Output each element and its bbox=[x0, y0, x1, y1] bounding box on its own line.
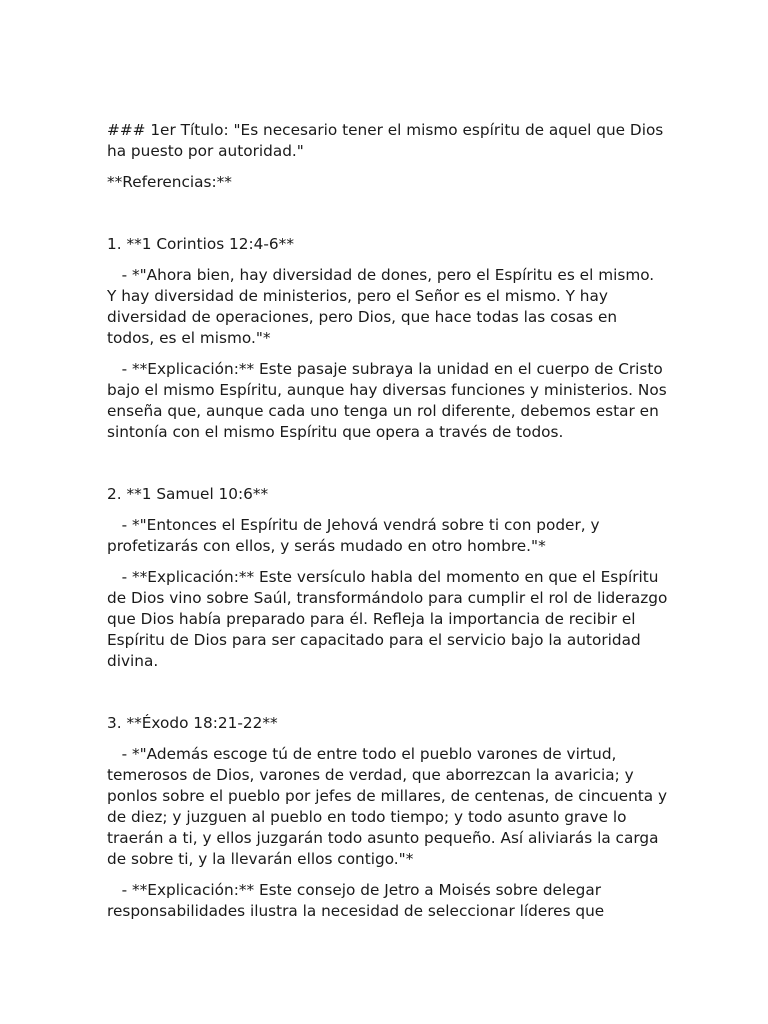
reference-explanation: - **Explicación:** Este versículo habla del momento en que el Espíritu de Dios vino sobre Saúl, transformándolo para cumplir el rol de liderazgo que Dios había preparado para él. Refleja la importancia de recibir el Espíritu de Dios para ser capacitado para el servicio bajo la autoridad divina. bbox=[107, 568, 673, 670]
spacer bbox=[107, 682, 668, 713]
document-title: ### 1er Título: "Es necesario tener el mismo espíritu de aquel que Dios ha puesto por autoridad." bbox=[107, 121, 669, 160]
reference-quote: - *"Entonces el Espíritu de Jehová vendrá sobre ti con poder, y profetizarás con ellos, y serás mudado en otro hombre."* bbox=[107, 516, 605, 555]
reference-quote: - *"Ahora bien, hay diversidad de dones, pero el Espíritu es el mismo. Y hay diversidad de ministerios, pero el Señor es el mismo. Y hay diversidad de operaciones, pero Dios, que hace todas las cosas en todos, es el mismo."* bbox=[107, 266, 660, 347]
spacer bbox=[107, 203, 668, 234]
reference-explanation: - **Explicación:** Este consejo de Jetro a Moisés sobre delegar responsabilidades ilustra la necesidad de seleccionar líderes que bbox=[107, 881, 606, 920]
spacer bbox=[107, 453, 668, 484]
references-label: **Referencias:** bbox=[107, 173, 232, 191]
reference-item bbox=[107, 484, 673, 672]
reference-heading: 3. **Éxodo 18:21-22** bbox=[107, 714, 278, 732]
reference-quote: - *"Además escoge tú de entre todo el pueblo varones de virtud, temerosos de Dios, varones de verdad, que aborrezcan la avaricia; y ponlos sobre el pueblo por jefes de millares, de centenas, de cincuenta y de diez; y juzguen al pueblo en todo tiempo; y todo asunto grave lo traerán a ti, y ellos juzgarán todo asunto pequeño. Así aliviarás la carga de sobre ti, y la llevarán ellos contigo."* bbox=[107, 745, 672, 868]
reference-item bbox=[107, 234, 672, 443]
reference-heading: 1. **1 Corintios 12:4-6** bbox=[107, 235, 294, 253]
reference-explanation: - **Explicación:** Este pasaje subraya la unidad en el cuerpo de Cristo bajo el mismo Espíritu, aunque hay diversas funciones y ministerios. Nos enseña que, aunque cada uno tenga un rol diferente, debemos estar en sintonía con el mismo Espíritu que opera a través de todos. bbox=[107, 360, 672, 441]
reference-heading: 2. **1 Samuel 10:6** bbox=[107, 485, 269, 503]
reference-item bbox=[107, 713, 672, 922]
